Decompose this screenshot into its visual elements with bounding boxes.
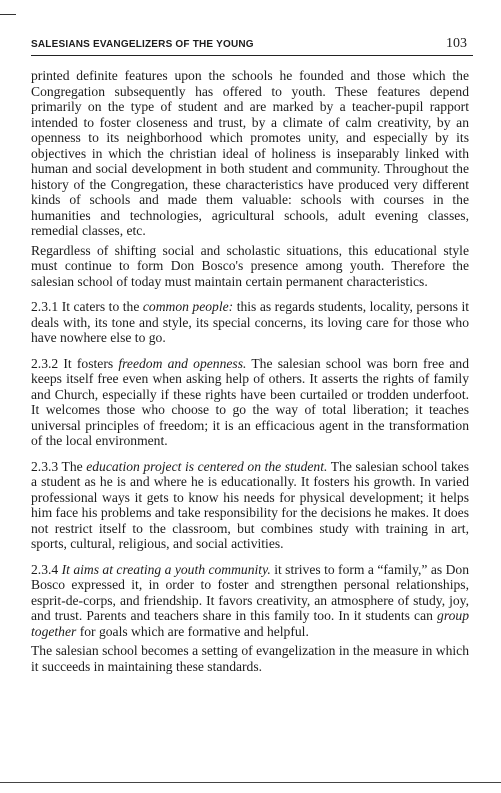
section-text: The salesian school was born free and keeps itself free even when asking help of others. It asserts the rights of family and Church, especially if these rights have been curtailed or trodden underfoot. It welcomes those who choose to go the way of total liberation; it teaches universal principles of freedom; it is an efficacious agent in the transformation of the local environment. <box>31 355 469 448</box>
section-text-lead: The <box>61 458 83 474</box>
header-rule <box>31 55 473 56</box>
section-2-3-2 <box>31 356 469 449</box>
section-emphasis: freedom and openness. <box>118 355 247 371</box>
section-2-3-4 <box>31 562 469 640</box>
section-text-lead: It caters to the <box>61 299 140 314</box>
paragraph-closing: The salesian school becomes a setting of evangelization in the measure in which it succeeds in maintaining these standards. <box>31 643 469 674</box>
section-number: 2.3.2 <box>31 355 59 371</box>
section-number: 2.3.3 <box>31 458 59 474</box>
section-emphasis: education project is centered on the student. <box>86 458 328 474</box>
section-text-end: for goals which are formative and helpful. <box>79 623 309 639</box>
section-number: 2.3.1 <box>31 299 59 314</box>
top-corner-rule <box>0 14 16 15</box>
paragraph-2: Regardless of shifting social and scholastic situations, this educational style must continue to form Don Bosco's presence among youth. Therefore the salesian school of today must maintain certain permanent characteristics. <box>31 242 469 289</box>
section-text-lead: It fosters <box>63 355 114 371</box>
section-emphasis: It aims at creating a youth community. <box>61 561 271 577</box>
section-2-3-3 <box>31 459 469 552</box>
running-head: SALESIANS EVANGELIZERS OF THE YOUNG <box>31 39 254 50</box>
bottom-rule <box>0 782 501 783</box>
section-number: 2.3.4 <box>31 561 59 577</box>
section-emphasis-2: group together <box>31 608 469 639</box>
section-text: it strives to form a “family,” as Don Bosco expressed it, in order to foster and strengthen personal relationships, esprit-de-corps, and friendship. It favors creativity, an atmosphere of study, joy, and trust. Parents and teachers share in this family too. In it students can <box>31 561 469 623</box>
page-header <box>31 36 469 56</box>
section-emphasis: common people: <box>142 299 234 314</box>
page-number: 103 <box>446 36 467 51</box>
section-2-3-1 <box>31 299 469 346</box>
section-text: this as regards students, locality, persons it deals with, its tone and style, its special concerns, its loving care for those who have nowhere else to go. <box>31 299 469 345</box>
body-text <box>31 68 469 684</box>
paragraph-1: printed definite features upon the schools he founded and those which the Congregation subsequently has offered to youth. These features depend primarily on the type of student and are marked by a teacher-pupil rapport intended to foster closeness and trust, by a climate of calm creativity, by an openness to its neighborhood which promotes unity, and especially by its objectives in which the christian ideal of holiness is inseparably linked with human and social development in both student and community. Throughout the history of the Congregation, these characteristics have produced very different kinds of schools and made them valuable: schools with courses in the humanities and technologies, agricultural schools, adult evening classes, remedial classes, etc. <box>31 68 469 238</box>
section-text: The salesian school takes a student as he is and where he is educationally. It fosters his growth. In varied professional ways it gets to know his needs for physical development; it helps him face his problems and take responsibility for the decisions he makes. It does not restrict itself to the classroom, but combines study with training in art, sports, cultural, religious, and social activities. <box>31 458 469 551</box>
